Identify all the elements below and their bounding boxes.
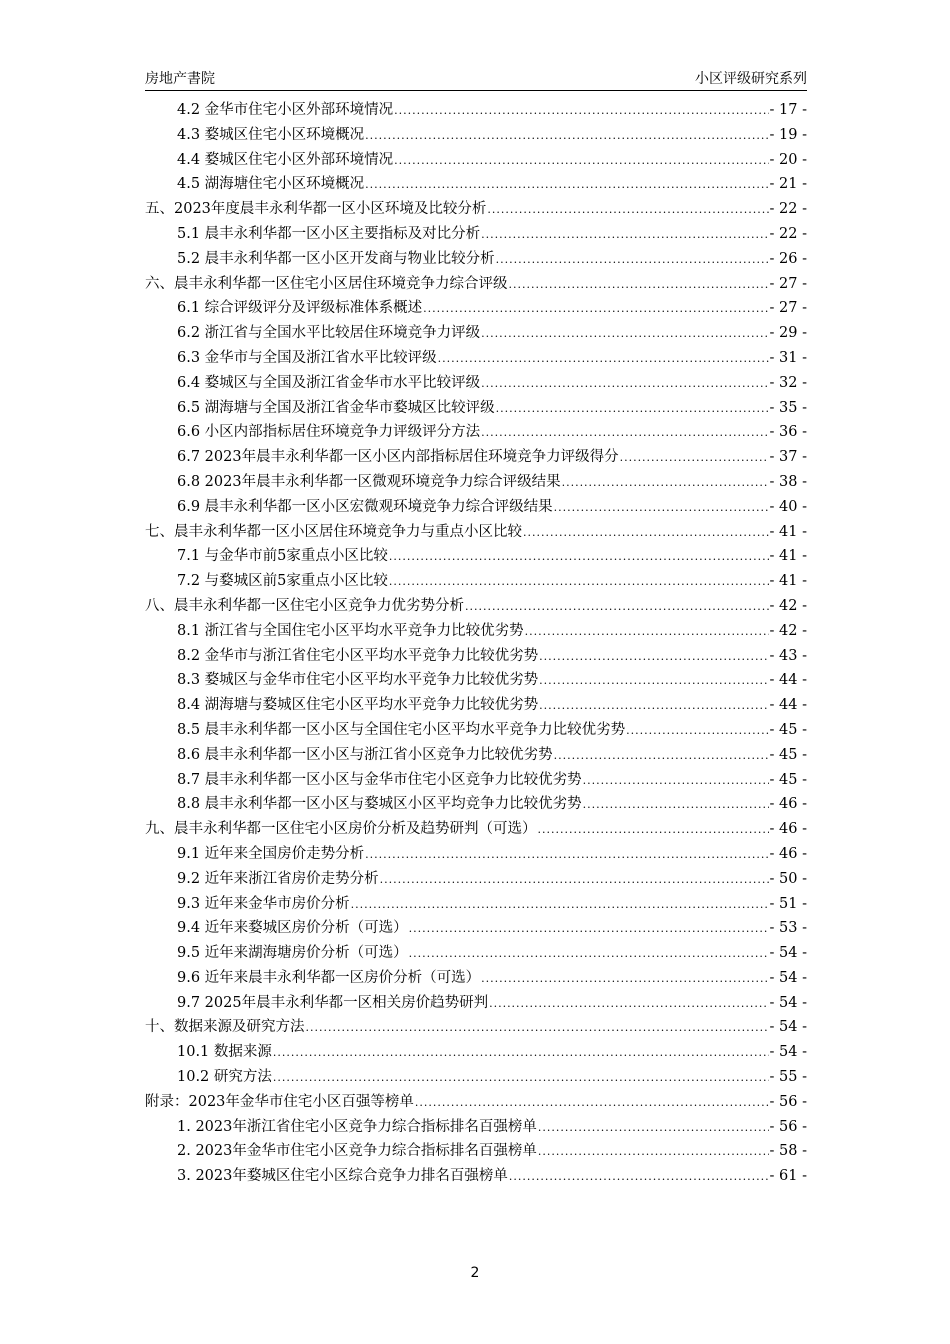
toc-entry-page: - 56 - (769, 1093, 807, 1110)
toc-entry-title: 5.2 晨丰永利华都一区小区开发商与物业比较分析 (177, 250, 495, 267)
toc-leader-dots (554, 744, 769, 769)
toc-entry-title: 6.4 婺城区与全国及浙江省金华市水平比较评级 (177, 374, 481, 391)
toc-section-entry[interactable] (145, 941, 807, 966)
toc-leader-dots (496, 397, 769, 422)
toc-entry-page: - 37 - (769, 449, 807, 466)
toc-leader-dots (409, 917, 769, 942)
toc-leader-dots (394, 99, 768, 124)
toc-entry-page: - 29 - (769, 325, 807, 342)
toc-entry-page: - 43 - (769, 647, 807, 664)
toc-entry-title: 七、晨丰永利华都一区小区居住环境竞争力与重点小区比较 (145, 523, 522, 540)
toc-section-entry[interactable] (145, 420, 807, 445)
toc-entry-title: 9.3 近年来金华市房价分析 (177, 895, 350, 912)
toc-entry-title: 9.7 2025年晨丰永利华都一区相关房价趋势研判 (177, 994, 489, 1011)
toc-entry-page: - 55 - (769, 1069, 807, 1086)
toc-entry-page: - 17 - (769, 102, 807, 118)
toc-section-entry[interactable] (145, 1115, 807, 1140)
toc-leader-dots (538, 1140, 769, 1165)
toc-entry-page: - 58 - (769, 1143, 807, 1160)
toc-entry-page: - 27 - (769, 300, 807, 317)
toc-entry-page: - 45 - (769, 721, 807, 738)
toc-entry-title: 10.2 研究方法 (177, 1069, 272, 1086)
toc-section-entry[interactable] (145, 916, 807, 941)
toc-section-entry[interactable] (145, 693, 807, 718)
table-of-contents (145, 98, 807, 1189)
toc-leader-dots (538, 818, 769, 843)
toc-entry-page: - 46 - (769, 796, 807, 813)
toc-entry-title: 4.2 金华市住宅小区外部环境情况 (177, 102, 394, 118)
toc-entry-title: 8.5 晨丰永利华都一区小区与全国住宅小区平均水平竞争力比较优劣势 (177, 721, 626, 738)
toc-entry-page: - 54 - (769, 1044, 807, 1061)
toc-leader-dots (306, 1016, 769, 1041)
toc-leader-dots (539, 669, 768, 694)
toc-entry-title: 6.2 浙江省与全国水平比较居住环境竞争力评级 (177, 325, 481, 342)
toc-leader-dots (489, 992, 768, 1017)
toc-entry-title: 五、2023年度晨丰永利华都一区小区环境及比较分析 (145, 201, 487, 218)
toc-section-entry[interactable] (145, 321, 807, 346)
toc-entry-title: 十、数据来源及研究方法 (145, 1019, 305, 1036)
toc-leader-dots (539, 694, 768, 719)
toc-leader-dots (481, 967, 768, 992)
toc-entry-title: 附录：2023年金华市住宅小区百强等榜单 (145, 1093, 414, 1110)
toc-section-entry[interactable] (145, 445, 807, 470)
toc-section-entry[interactable] (145, 296, 807, 321)
toc-entry-title: 6.8 2023年晨丰永利华都一区微观环境竞争力综合评级结果 (177, 473, 561, 490)
toc-section-entry[interactable] (145, 768, 807, 793)
toc-leader-dots (539, 645, 768, 670)
toc-section-entry[interactable] (145, 148, 807, 173)
toc-leader-dots (583, 793, 769, 818)
toc-entry-title: 8.3 婺城区与金华市住宅小区平均水平竞争力比较优劣势 (177, 672, 539, 689)
toc-entry-title: 九、晨丰永利华都一区住宅小区房价分析及趋势研判（可选） (145, 821, 537, 838)
toc-leader-dots (365, 173, 768, 198)
toc-entry-page: - 38 - (769, 473, 807, 490)
toc-entry-page: - 40 - (769, 498, 807, 515)
toc-entry-page: - 27 - (769, 275, 807, 292)
toc-leader-dots (351, 893, 769, 918)
toc-section-entry[interactable] (145, 718, 807, 743)
toc-section-entry[interactable] (145, 1164, 807, 1189)
toc-entry-page: - 20 - (769, 151, 807, 168)
toc-leader-dots (583, 769, 769, 794)
toc-section-entry[interactable] (145, 247, 807, 272)
toc-leader-dots (523, 521, 769, 546)
toc-entry-title: 1. 2023年浙江省住宅小区竞争力综合指标排名百强榜单 (177, 1118, 537, 1135)
toc-entry-title: 9.4 近年来婺城区房价分析（可选） (177, 920, 408, 937)
toc-chapter-entry[interactable] (145, 594, 807, 619)
toc-leader-dots (365, 843, 768, 868)
toc-entry-page: - 54 - (769, 994, 807, 1011)
toc-entry-page: - 22 - (769, 225, 807, 242)
toc-section-entry[interactable] (145, 966, 807, 991)
toc-entry-page: - 54 - (769, 1019, 807, 1036)
toc-entry-title: 6.5 湖海塘与全国及浙江省金华市婺城区比较评级 (177, 399, 495, 416)
toc-leader-dots (409, 942, 769, 967)
toc-entry-title: 6.6 小区内部指标居住环境竞争力评级评分方法 (177, 424, 481, 441)
toc-section-entry[interactable] (145, 172, 807, 197)
toc-leader-dots (487, 198, 768, 223)
toc-entry-title: 6.1 综合评级评分及评级标准体系概述 (177, 300, 423, 317)
toc-leader-dots (538, 1116, 769, 1141)
toc-leader-dots (365, 124, 768, 149)
header-series-title: 小区评级研究系列 (695, 71, 807, 87)
toc-leader-dots (438, 347, 769, 372)
toc-leader-dots (626, 719, 768, 744)
toc-entry-page: - 45 - (769, 746, 807, 763)
toc-leader-dots (509, 273, 769, 298)
toc-leader-dots (481, 372, 768, 397)
page-header (145, 66, 807, 91)
toc-entry-title: 8.2 金华市与浙江省住宅小区平均水平竞争力比较优劣势 (177, 647, 539, 664)
toc-entry-title: 8.6 晨丰永利华都一区小区与浙江省小区竞争力比较优劣势 (177, 746, 553, 763)
toc-entry-page: - 46 - (769, 821, 807, 838)
toc-section-entry[interactable] (145, 892, 807, 917)
toc-entry-title: 4.3 婺城区住宅小区环境概况 (177, 126, 365, 143)
toc-leader-dots (389, 545, 769, 570)
toc-entry-title: 7.1 与金华市前5家重点小区比较 (177, 548, 388, 565)
toc-entry-page: - 44 - (769, 672, 807, 689)
toc-section-entry[interactable] (145, 1040, 807, 1065)
toc-leader-dots (481, 223, 768, 248)
toc-entry-title: 5.1 晨丰永利华都一区小区主要指标及对比分析 (177, 225, 481, 242)
toc-section-entry[interactable] (145, 98, 807, 123)
toc-section-entry[interactable] (145, 123, 807, 148)
toc-entry-title: 9.2 近年来浙江省房价走势分析 (177, 870, 379, 887)
toc-entry-title: 4.4 婺城区住宅小区外部环境情况 (177, 151, 394, 168)
page-number: 2 (470, 1265, 480, 1281)
toc-entry-page: - 54 - (769, 969, 807, 986)
toc-leader-dots (562, 471, 769, 496)
toc-leader-dots (481, 322, 768, 347)
toc-entry-title: 8.1 浙江省与全国住宅小区平均水平竞争力比较优劣势 (177, 622, 524, 639)
toc-entry-page: - 54 - (769, 945, 807, 962)
toc-section-entry[interactable] (145, 1065, 807, 1090)
toc-section-entry[interactable] (145, 470, 807, 495)
toc-leader-dots (423, 297, 768, 322)
toc-entry-page: - 19 - (769, 126, 807, 143)
toc-leader-dots (389, 570, 769, 595)
toc-section-entry[interactable] (145, 1139, 807, 1164)
toc-entry-page: - 50 - (769, 870, 807, 887)
toc-entry-page: - 36 - (769, 424, 807, 441)
header-publisher: 房地产書院 (145, 71, 215, 87)
toc-section-entry[interactable] (145, 644, 807, 669)
toc-entry-page: - 41 - (769, 548, 807, 565)
toc-entry-page: - 26 - (769, 250, 807, 267)
toc-entry-title: 2. 2023年金华市住宅小区竞争力综合指标排名百强榜单 (177, 1143, 537, 1160)
toc-leader-dots (394, 149, 768, 174)
toc-section-entry[interactable] (145, 842, 807, 867)
toc-section-entry[interactable] (145, 544, 807, 569)
toc-section-entry[interactable] (145, 222, 807, 247)
toc-entry-title: 六、晨丰永利华都一区住宅小区居住环境竞争力综合评级 (145, 275, 508, 292)
toc-section-entry[interactable] (145, 495, 807, 520)
toc-entry-title: 8.8 晨丰永利华都一区小区与婺城区小区平均竞争力比较优劣势 (177, 796, 582, 813)
toc-entry-page: - 44 - (769, 697, 807, 714)
toc-leader-dots (554, 496, 769, 521)
toc-entry-page: - 41 - (769, 523, 807, 540)
toc-section-entry[interactable] (145, 396, 807, 421)
toc-section-entry[interactable] (145, 346, 807, 371)
toc-chapter-entry[interactable] (145, 817, 807, 842)
toc-entry-title: 3. 2023年婺城区住宅小区综合竞争力排名百强榜单 (177, 1168, 508, 1185)
toc-entry-title: 7.2 与婺城区前5家重点小区比较 (177, 573, 388, 590)
toc-entry-title: 8.4 湖海塘与婺城区住宅小区平均水平竞争力比较优劣势 (177, 697, 539, 714)
toc-entry-title: 八、晨丰永利华都一区住宅小区竞争力优劣势分析 (145, 597, 464, 614)
toc-entry-title: 9.5 近年来湖海塘房价分析（可选） (177, 945, 408, 962)
toc-chapter-entry[interactable] (145, 272, 807, 297)
toc-section-entry[interactable] (145, 991, 807, 1016)
toc-entry-title: 8.7 晨丰永利华都一区小区与金华市住宅小区竞争力比较优劣势 (177, 771, 582, 788)
toc-leader-dots (620, 446, 769, 471)
toc-leader-dots (481, 421, 768, 446)
toc-entry-title: 10.1 数据来源 (177, 1044, 272, 1061)
toc-entry-title: 4.5 湖海塘住宅小区环境概况 (177, 176, 365, 193)
toc-entry-page: - 42 - (769, 622, 807, 639)
toc-chapter-entry[interactable] (145, 520, 807, 545)
toc-entry-page: - 56 - (769, 1118, 807, 1135)
toc-leader-dots (465, 595, 769, 620)
toc-section-entry[interactable] (145, 371, 807, 396)
toc-entry-page: - 42 - (769, 597, 807, 614)
toc-chapter-entry[interactable] (145, 1015, 807, 1040)
toc-entry-page: - 53 - (769, 920, 807, 937)
toc-chapter-entry[interactable] (145, 1090, 807, 1115)
toc-entry-title: 6.3 金华市与全国及浙江省水平比较评级 (177, 349, 437, 366)
toc-leader-dots (496, 248, 769, 273)
toc-entry-page: - 51 - (769, 895, 807, 912)
toc-entry-title: 9.1 近年来全国房价走势分析 (177, 845, 365, 862)
toc-section-entry[interactable] (145, 569, 807, 594)
toc-leader-dots (273, 1066, 769, 1091)
toc-chapter-entry[interactable] (145, 197, 807, 222)
toc-leader-dots (415, 1091, 769, 1116)
toc-entry-page: - 22 - (769, 201, 807, 218)
toc-entry-page: - 35 - (769, 399, 807, 416)
toc-leader-dots (525, 620, 769, 645)
toc-entry-page: - 45 - (769, 771, 807, 788)
toc-leader-dots (509, 1165, 769, 1190)
toc-leader-dots (273, 1041, 769, 1066)
toc-entry-page: - 31 - (769, 349, 807, 366)
toc-section-entry[interactable] (145, 743, 807, 768)
toc-section-entry[interactable] (145, 867, 807, 892)
toc-leader-dots (380, 868, 769, 893)
toc-section-entry[interactable] (145, 668, 807, 693)
toc-entry-page: - 41 - (769, 573, 807, 590)
toc-entry-page: - 61 - (769, 1168, 807, 1185)
toc-entry-page: - 46 - (769, 845, 807, 862)
toc-section-entry[interactable] (145, 619, 807, 644)
toc-entry-page: - 32 - (769, 374, 807, 391)
toc-entry-title: 6.7 2023年晨丰永利华都一区小区内部指标居住环境竞争力评级得分 (177, 449, 619, 466)
toc-section-entry[interactable] (145, 792, 807, 817)
toc-entry-title: 9.6 近年来晨丰永利华都一区房价分析（可选） (177, 969, 481, 986)
toc-entry-page: - 21 - (769, 176, 807, 193)
toc-entry-title: 6.9 晨丰永利华都一区小区宏微观环境竞争力综合评级结果 (177, 498, 553, 515)
